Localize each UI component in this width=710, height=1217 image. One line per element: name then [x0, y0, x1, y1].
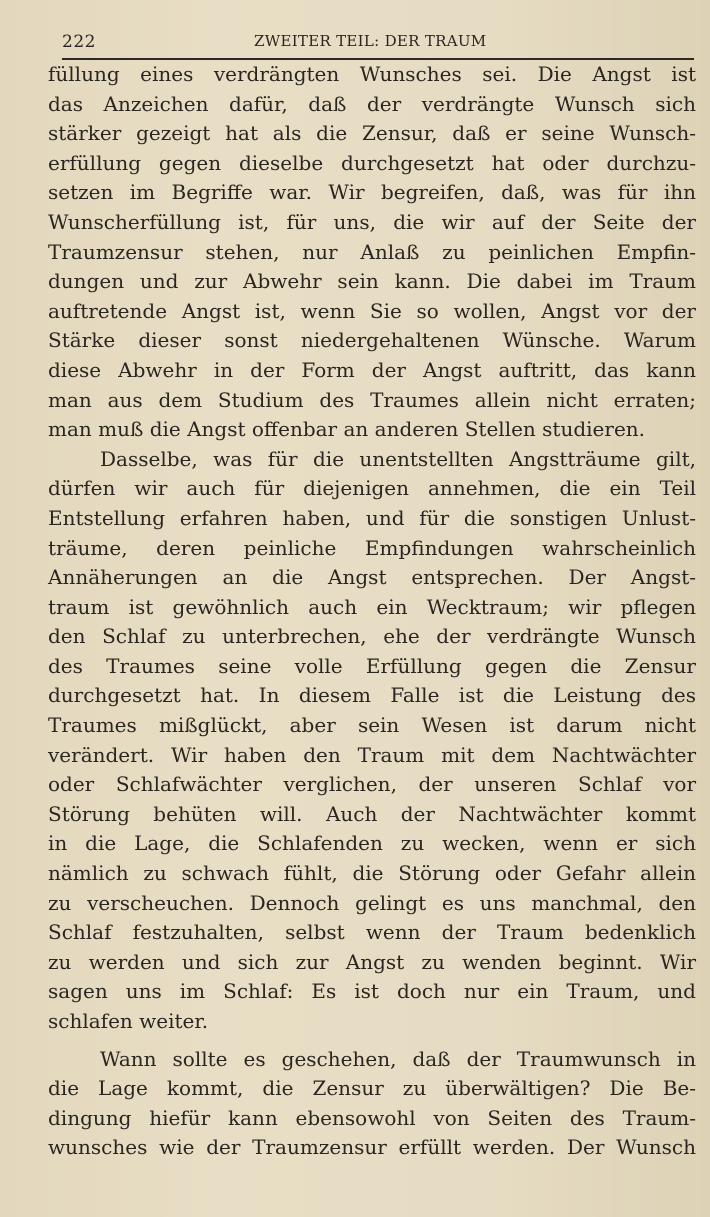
text-line: durchgesetzt hat. In diesem Falle ist die Leistung des	[48, 683, 696, 708]
text-line: man aus dem Studium des Traumes allein nicht erraten;	[48, 387, 696, 412]
paragraph	[48, 60, 696, 445]
text-line: in die Lage, die Schlafenden zu wecken, wenn er sich	[48, 831, 696, 856]
text-line: erfüllung gegen dieselbe durchgesetzt hat oder durchzu-	[48, 150, 696, 175]
running-head: ZWEITER TEIL: DER TRAUM	[254, 32, 487, 50]
text-line: sagen uns im Schlaf: Es ist doch nur ein Traum, und	[48, 979, 696, 1004]
text-line: verändert. Wir haben den Traum mit dem Nachtwächter	[48, 742, 696, 767]
text-line: dingung hiefür kann ebensowohl von Seiten des Traum-	[48, 1105, 696, 1130]
text-line: Traumzensur stehen, nur Anlaß zu peinlichen Empfin-	[48, 239, 696, 264]
text-line: des Traumes seine volle Erfüllung gegen die Zensur	[48, 653, 696, 678]
paragraph	[48, 445, 696, 1037]
text-line: Stärke dieser sonst niedergehaltenen Wünsche. Warum	[48, 328, 696, 353]
text-line: Dasselbe, was für die unentstellten Angstträume gilt,	[100, 446, 696, 471]
text-line: auftretende Angst ist, wenn Sie so wollen, Angst vor der	[48, 298, 696, 323]
text-line: das Anzeichen dafür, daß der verdrängte Wunsch sich	[48, 91, 696, 116]
text-line: man muß die Angst offenbar an anderen Stellen studieren.	[48, 417, 646, 442]
text-line: oder Schlafwächter verglichen, der unseren Schlaf vor	[48, 772, 696, 797]
text-line: wunsches wie der Traumzensur erfüllt werden. Der Wunsch	[48, 1135, 696, 1160]
text-line: Störung behüten will. Auch der Nachtwächter kommt	[48, 801, 696, 826]
text-line: stärker gezeigt hat als die Zensur, daß er seine Wunsch-	[48, 121, 696, 146]
text-line: Schlaf festzuhalten, selbst wenn der Traum bedenklich	[48, 920, 696, 945]
text-line: Wann sollte es geschehen, daß der Traumwunsch in	[100, 1046, 696, 1071]
text-line: dungen und zur Abwehr sein kann. Die dabei im Traum	[48, 269, 696, 294]
text-line: füllung eines verdrängten Wunsches sei. Die Angst ist	[48, 62, 696, 86]
text-line: den Schlaf zu unterbrechen, ehe der verdrängte Wunsch	[48, 624, 696, 649]
text-line: Annäherungen an die Angst entsprechen. Der Angst-	[48, 565, 696, 590]
text-line: zu verscheuchen. Dennoch gelingt es uns manchmal, den	[48, 890, 696, 915]
text-line: nämlich zu schwach fühlt, die Störung oder Gefahr allein	[48, 861, 696, 886]
page-header	[62, 32, 694, 56]
text-line: Traumes mißglückt, aber sein Wesen ist darum nicht	[48, 713, 696, 738]
paragraph-gap	[48, 1037, 696, 1045]
paragraph	[48, 1045, 696, 1163]
text-line: träume, deren peinliche Empfindungen wahrscheinlich	[48, 535, 696, 560]
text-line: setzen im Begriffe war. Wir begreifen, daß, was für ihn	[48, 180, 696, 205]
text-line: Entstellung erfahren haben, und für die sonstigen Unlust-	[48, 505, 696, 530]
text-line: die Lage kommt, die Zensur zu überwältigen? Die Be-	[48, 1076, 696, 1101]
text-line: traum ist gewöhnlich auch ein Wecktraum; wir pflegen	[48, 594, 696, 619]
text-line: schlafen weiter.	[48, 1009, 209, 1033]
body-text	[48, 60, 696, 1163]
text-line: diese Abwehr in der Form der Angst auftritt, das kann	[48, 357, 696, 382]
page-number: 222	[62, 32, 96, 52]
text-line: zu werden und sich zur Angst zu wenden beginnt. Wir	[48, 949, 696, 974]
text-line: dürfen wir auch für diejenigen annehmen, die ein Teil	[48, 476, 696, 501]
text-line: Wunscherfüllung ist, für uns, die wir auf der Seite der	[48, 209, 696, 234]
